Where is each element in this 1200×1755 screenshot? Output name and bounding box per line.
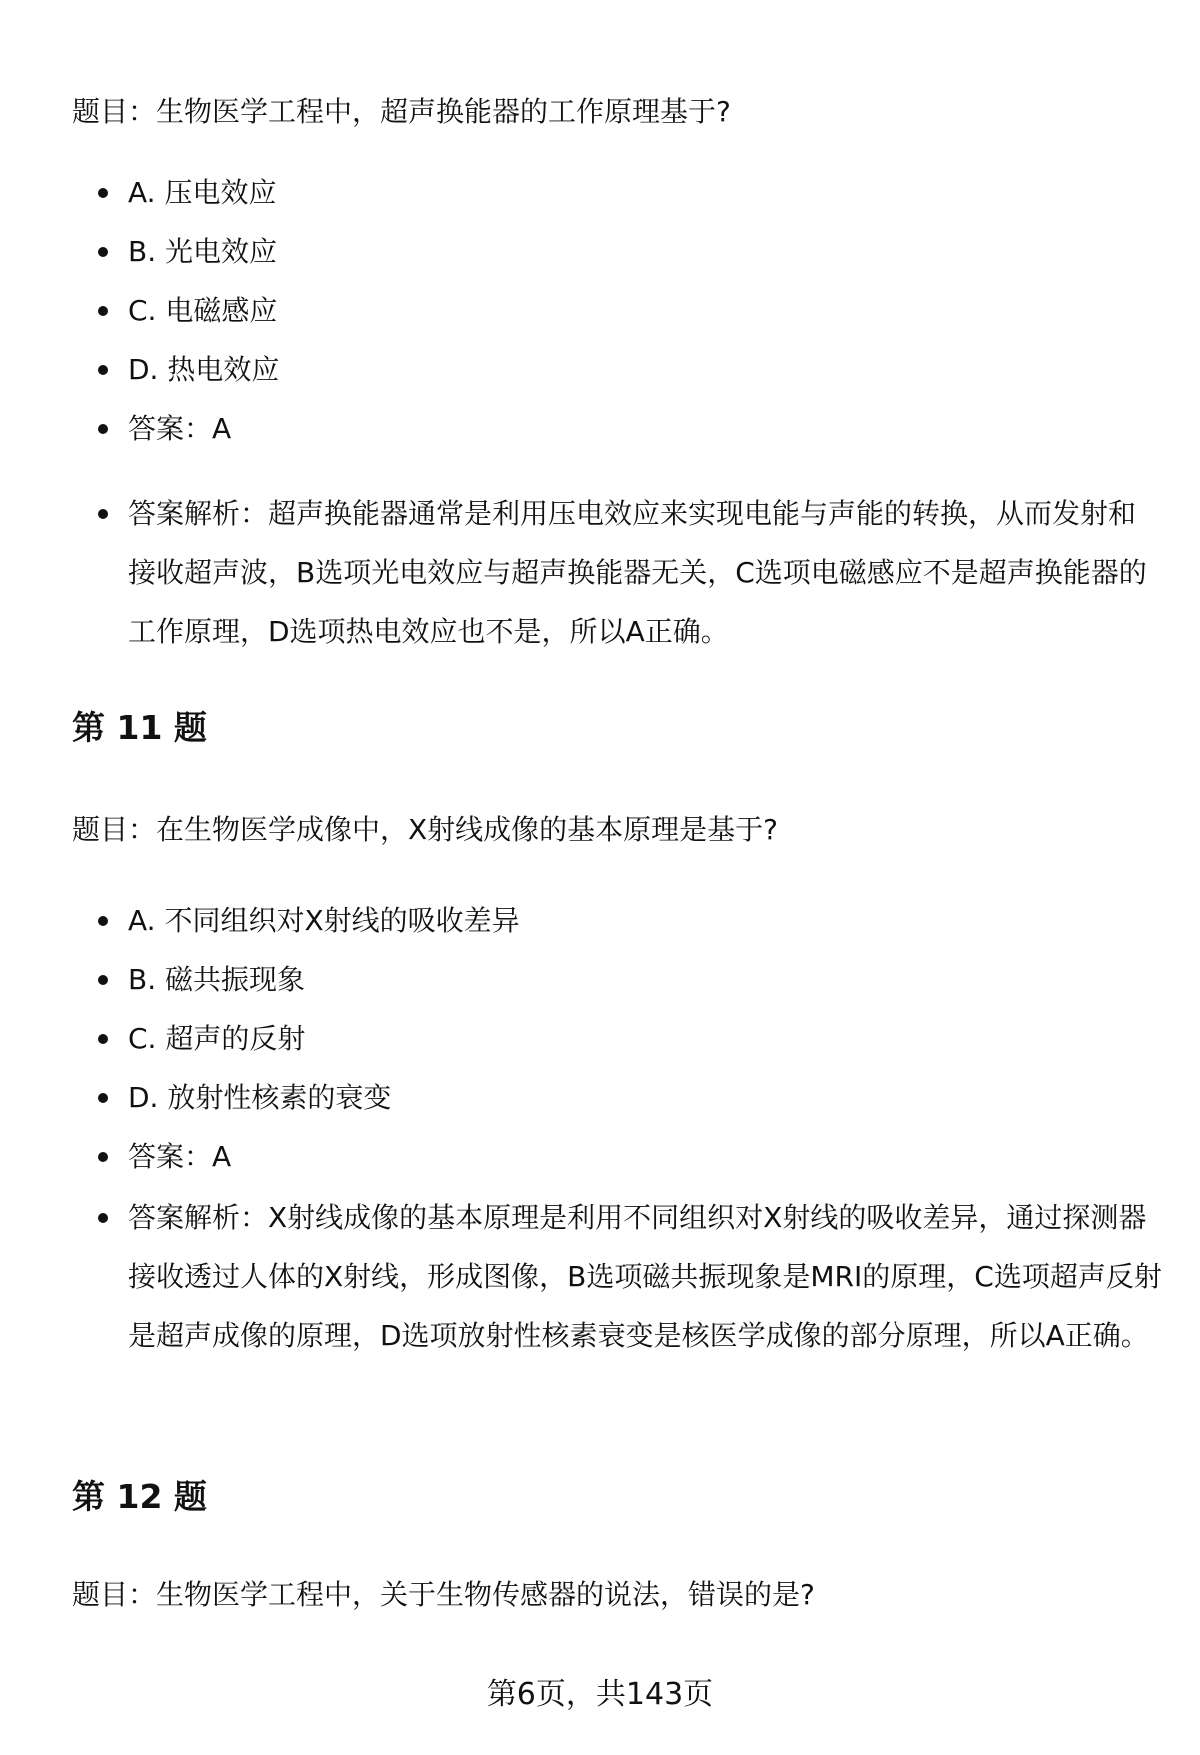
question-10-options [0, 163, 1200, 458]
bullet-icon [98, 1034, 108, 1044]
bullet-icon [98, 1093, 108, 1103]
option-a: A. 压电效应 [0, 163, 1163, 222]
question-11-explanation: 答案解析：X射线成像的基本原理是利用不同组织对X射线的吸收差异，通过探测器接收透过人体的X射线，形成图像，B选项磁共振现象是MRI的原理，C选项超声反射是超声成像的原理，D选项放射性核素衰变是核医学成像的部分原理，所以A正确。 [0, 1188, 1163, 1365]
option-b: B. 光电效应 [0, 222, 1163, 281]
option-a: A. 不同组织对X射线的吸收差异 [0, 891, 1163, 950]
bullet-icon [98, 424, 108, 434]
option-b: B. 磁共振现象 [0, 950, 1163, 1009]
option-d: D. 放射性核素的衰变 [0, 1068, 1163, 1127]
question-10-stem: 题目：生物医学工程中，超声换能器的工作原理基于? [72, 95, 731, 128]
bullet-icon [98, 1152, 108, 1162]
option-c: C. 电磁感应 [0, 281, 1163, 340]
bullet-icon [98, 916, 108, 926]
answer: 答案：A [0, 1127, 1163, 1186]
question-11-options [0, 891, 1200, 1186]
question-11-heading: 第 11 题 [72, 708, 207, 747]
bullet-icon [98, 306, 108, 316]
question-11-stem: 题目：在生物医学成像中，X射线成像的基本原理是基于? [72, 813, 779, 846]
question-10-explanation: 答案解析：超声换能器通常是利用压电效应来实现电能与声能的转换，从而发射和接收超声波，B选项光电效应与超声换能器无关，C选项电磁感应不是超声换能器的工作原理，D选项热电效应也不是，所以A正确。 [0, 484, 1163, 661]
question-12-stem: 题目：生物医学工程中，关于生物传感器的说法，错误的是? [72, 1578, 815, 1611]
option-d: D. 热电效应 [0, 340, 1163, 399]
bullet-icon [98, 365, 108, 375]
bullet-icon [98, 1213, 108, 1223]
bullet-icon [98, 247, 108, 257]
question-12-heading: 第 12 题 [72, 1477, 207, 1516]
page-number: 第6页，共143页 [486, 1677, 714, 1712]
bullet-icon [98, 509, 108, 519]
answer: 答案：A [0, 399, 1163, 458]
bullet-icon [98, 188, 108, 198]
option-c: C. 超声的反射 [0, 1009, 1163, 1068]
bullet-icon [98, 975, 108, 985]
